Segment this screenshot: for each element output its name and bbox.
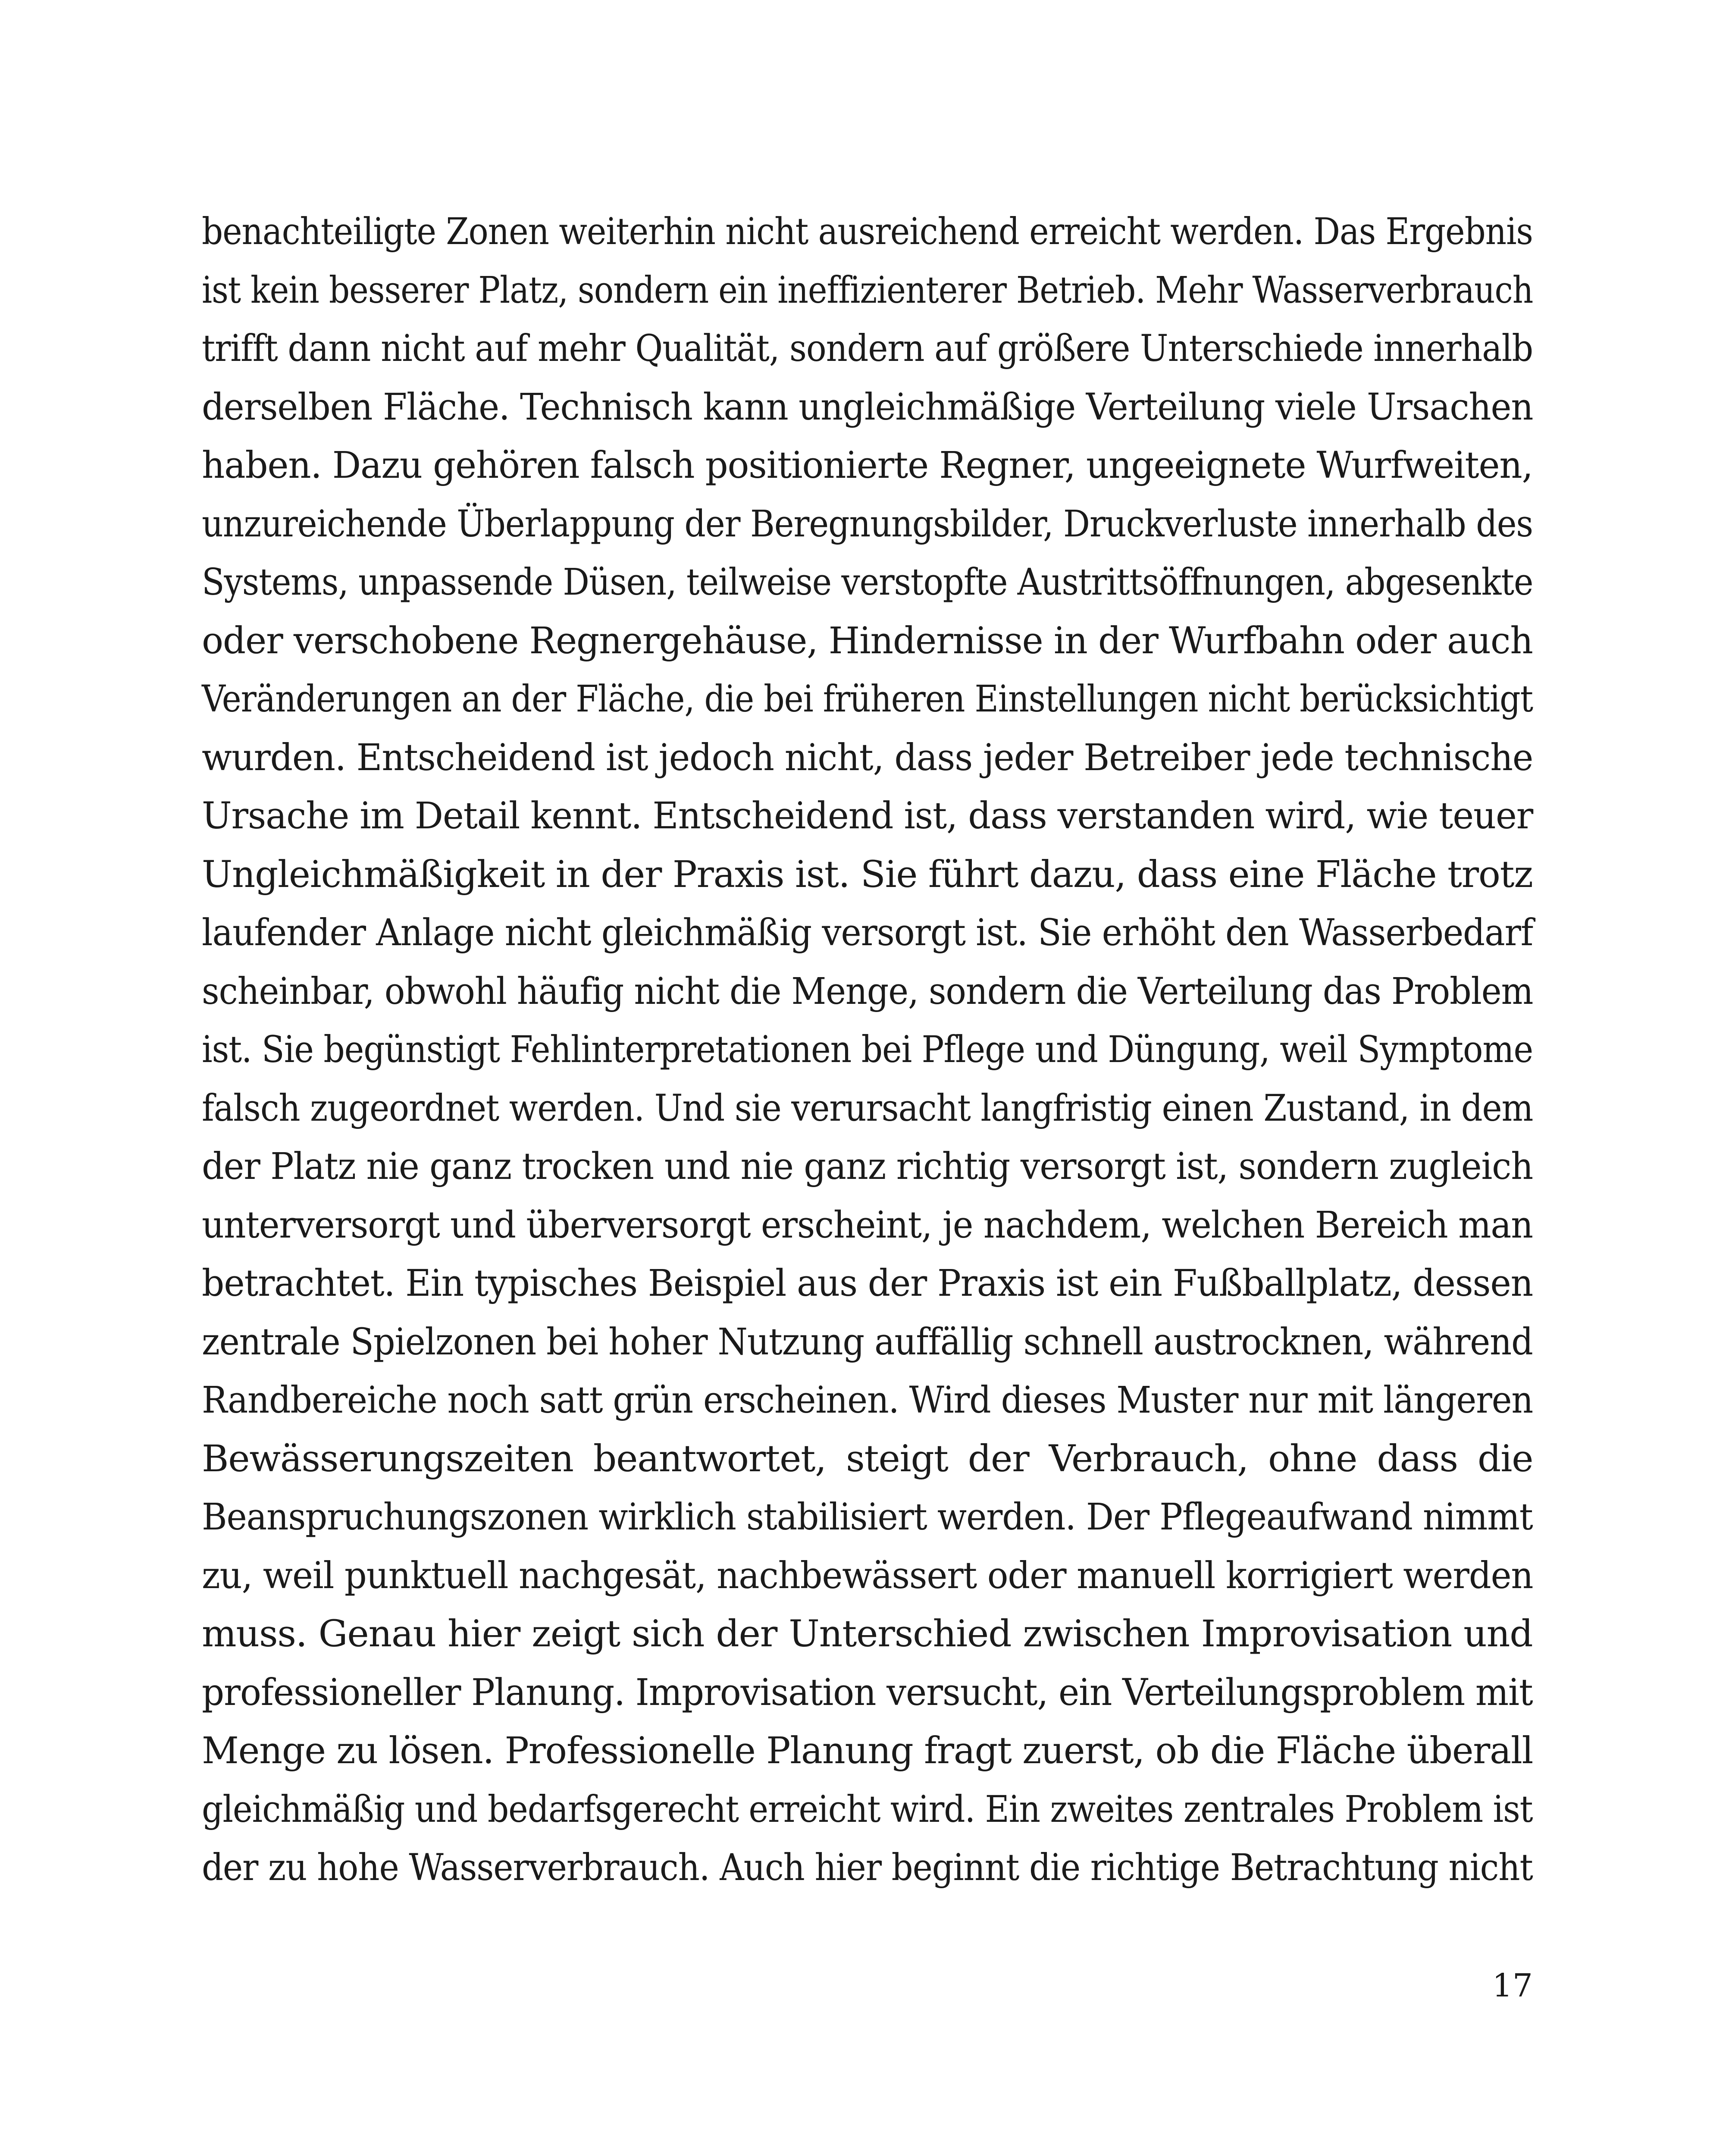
text-line: Veränderungen an der Fläche, die bei früheren Einstellungen nicht berücksichtigt [202, 678, 1533, 721]
text-line: betrachtet. Ein typisches Beispiel aus der Praxis ist ein Fußballplatz, dessen [202, 1262, 1533, 1305]
text-line: Beanspruchungszonen wirklich stabilisiert werden. Der Pflegeaufwand nimmt [202, 1496, 1533, 1539]
text-line: Ungleichmäßigkeit in der Praxis ist. Sie führt dazu, dass eine Fläche trotz [202, 853, 1533, 896]
text-line: zu, weil punktuell nachgesät, nachbewässert oder manuell korrigiert werden [202, 1554, 1533, 1597]
text-line: unzureichende Überlappung der Beregnungsbilder, Druckverluste innerhalb des [202, 502, 1533, 545]
text-line: oder verschobene Regnergehäuse, Hindernisse in der Wurfbahn oder auch [202, 619, 1533, 662]
text-line: unterversorgt und überversorgt erscheint, je nachdem, welchen Bereich man [202, 1203, 1533, 1247]
text-line: benachteiligte Zonen weiterhin nicht ausreichend erreicht werden. Das Ergebnis [202, 210, 1533, 253]
text-line: wurden. Entscheidend ist jedoch nicht, dass jeder Betreiber jede technische [202, 736, 1533, 779]
text-line: Menge zu lösen. Professionelle Planung fragt zuerst, ob die Fläche überall [202, 1730, 1533, 1772]
text-line: zentrale Spielzonen bei hoher Nutzung auffällig schnell austrocknen, während [202, 1320, 1533, 1363]
text-line: ist. Sie begünstigt Fehlinterpretationen bei Pflege und Düngung, weil Symptome [202, 1028, 1533, 1071]
text-line: der zu hohe Wasserverbrauch. Auch hier beginnt die richtige Betrachtung nicht [202, 1846, 1533, 1889]
text-line: Ursache im Detail kennt. Entscheidend ist, dass verstanden wird, wie teuer [202, 795, 1533, 837]
text-line: haben. Dazu gehören falsch positionierte Regner, ungeeignete Wurfweiten, [202, 444, 1533, 487]
body-text [202, 203, 1533, 1897]
page-number: 17 [1492, 1967, 1533, 2004]
text-line: professioneller Planung. Improvisation versucht, ein Verteilungsproblem mit [202, 1671, 1533, 1714]
text-line: der Platz nie ganz trocken und nie ganz richtig versorgt ist, sondern zugleich [202, 1145, 1533, 1188]
text-line: Randbereiche noch satt grün erscheinen. Wird dieses Muster nur mit längeren [202, 1379, 1533, 1422]
text-line: laufender Anlage nicht gleichmäßig versorgt ist. Sie erhöht den Wasserbedarf [202, 912, 1533, 954]
text-line: Systems, unpassende Düsen, teilweise verstopfte Austrittsöffnungen, abgesenkte [202, 561, 1533, 604]
text-line: Bewässerungszeiten beantwortet, steigt der Verbrauch, ohne dass die [202, 1437, 1533, 1480]
text-line: scheinbar, obwohl häufig nicht die Menge, sondern die Verteilung das Problem [202, 970, 1533, 1013]
text-line: derselben Fläche. Technisch kann ungleichmäßige Verteilung viele Ursachen [202, 385, 1533, 429]
text-line: muss. Genau hier zeigt sich der Unterschied zwischen Improvisation und [202, 1613, 1533, 1655]
text-line: falsch zugeordnet werden. Und sie verursacht langfristig einen Zustand, in dem [202, 1087, 1533, 1130]
text-line: ist kein besserer Platz, sondern ein ineffizienterer Betrieb. Mehr Wasserverbrauch [202, 269, 1533, 312]
text-line: gleichmäßig und bedarfsgerecht erreicht wird. Ein zweites zentrales Problem ist [202, 1788, 1533, 1831]
text-line: trifft dann nicht auf mehr Qualität, sondern auf größere Unterschiede innerhalb [202, 327, 1533, 370]
